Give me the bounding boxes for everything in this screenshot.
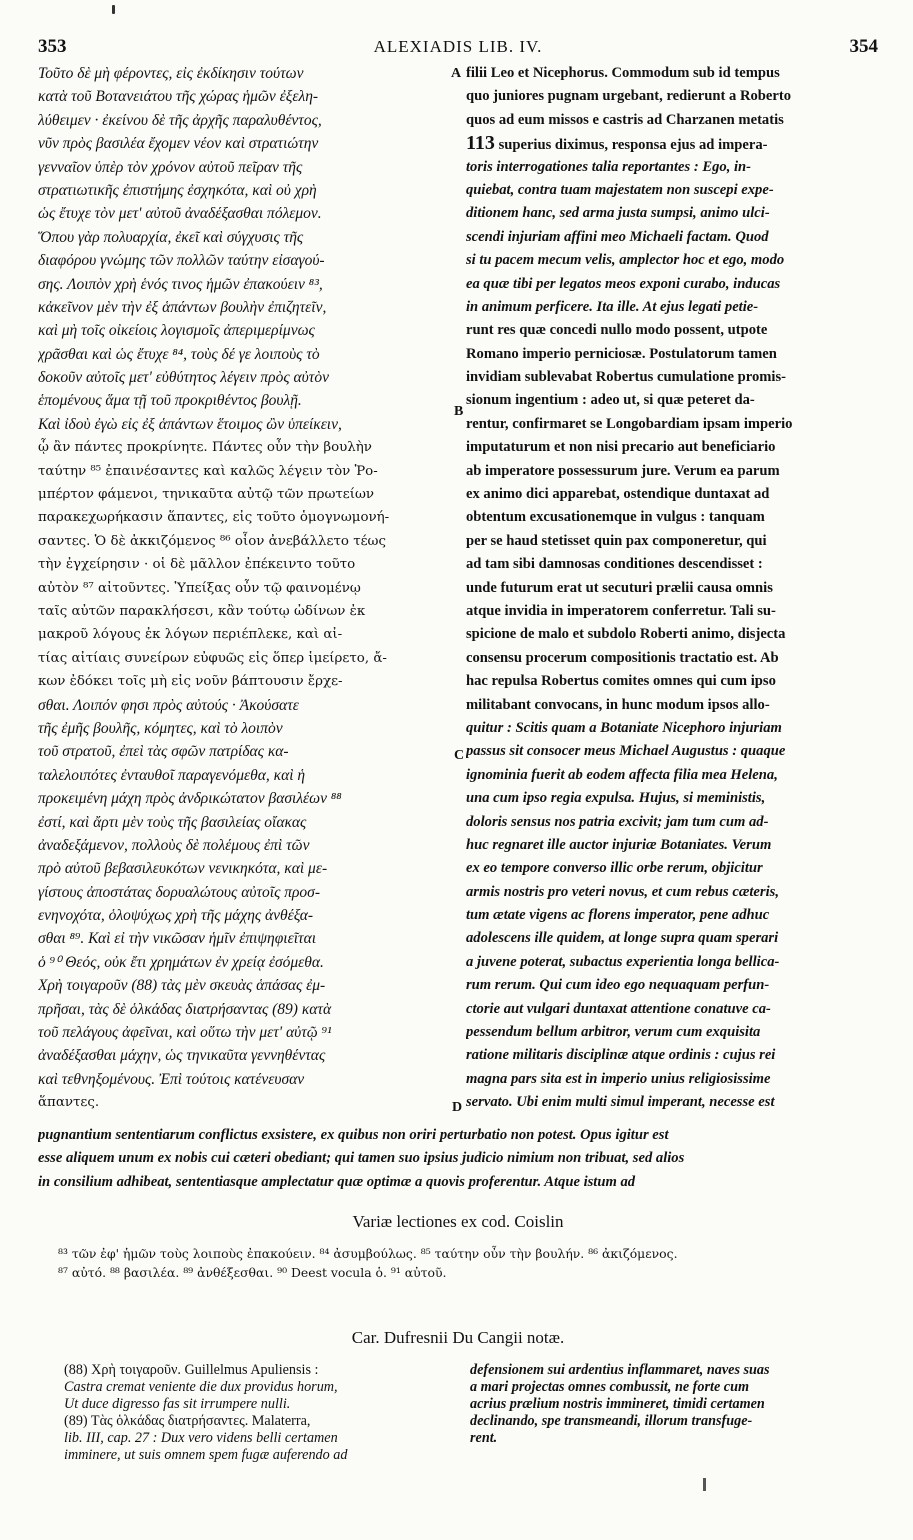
latin-text-line: consensu procerum compositionis tractatio est. Ab xyxy=(466,649,779,666)
greek-text-line: τίας αἰτίαις συνείρων εὐφυῶς εἰς ὅπερ ἱμείρετο, ἄ- xyxy=(38,650,387,666)
latin-text-line: in animum perficere. Ita ille. At ejus legati petie- xyxy=(466,298,759,315)
greek-text-line: ταλελοιπότες ἐνταυθοῖ παραγενόμεθα, καὶ ἡ xyxy=(38,766,306,784)
greek-text-line: λύθειμεν · ἐκείνου δὲ τῆς ἀρχῆς παραλυθέντος, xyxy=(38,111,322,129)
latin-text-column xyxy=(466,62,878,1115)
latin-text-line: spicione de malo et subdolo Roberti animo, disjecta xyxy=(466,626,786,643)
latin-text-line: ratione militaris disciplinæ atque ordinis : cujus rei xyxy=(466,1047,776,1064)
greek-text-line: ἅπαντες. xyxy=(38,1095,100,1111)
latin-text-line: invidiam sublevabat Robertus cumulatione promis- xyxy=(466,369,787,386)
running-title: ALEXIADIS LIB. IV. xyxy=(373,37,543,56)
latin-text-line: filii Leo et Nicephorus. Commodum sub id tempus xyxy=(466,65,780,81)
latin-text-line: atque invidia in imperatorem conferretur. Tali su- xyxy=(466,602,776,619)
latin-text-line: obtentum excusationemque in vulgus : tanquam xyxy=(466,509,765,526)
latin-text-line xyxy=(466,132,878,155)
latin-text-line: adolescens ille quidem, at longe supra quam sperari xyxy=(466,930,779,947)
greek-text-line: ὡς ἔτυχε τὸν μετ' αὐτοῦ ἀναδέξασθαι πόλεμον. xyxy=(38,205,322,223)
greek-text-line: ὁ ⁹⁰ Θεός, οὐκ ἔτι χρημάτων ἐν χρείᾳ ἐσόμεθα. xyxy=(38,953,324,971)
variae-title: Variæ lectiones ex cod. Coislin xyxy=(352,1212,564,1231)
greek-text-line: πρὸ αὐτοῦ βεβασιλευκότων νενικηκότα, καὶ με- xyxy=(38,860,328,878)
latin-text-line: runt res quæ concedi nullo modo possent, utpote xyxy=(466,322,768,339)
latin-text-line: militabant convocans, in hunc modum ipsos allo- xyxy=(466,696,770,713)
note-line: Castra cremat veniente die dux providus horum, xyxy=(64,1379,338,1395)
note-line: (88) Χρὴ τοιγαροῦν. Guillelmus Apuliensis : xyxy=(64,1362,319,1378)
greek-text-line: γενναῖον ὑπὲρ τὸν χρόνον αὐτοῦ πεῖραν τῆς xyxy=(38,158,303,176)
greek-text-line: κων ἐδόκει τοῖς μὴ εἰς νοῦν βάπτουσιν ἔρχε- xyxy=(38,674,343,690)
greek-text-column xyxy=(38,62,458,1115)
section-marker-d: D xyxy=(452,1100,463,1115)
latin-text-line: ignominia fuerit ab eodem affecta filia mea Helena, xyxy=(466,766,778,783)
greek-text-line: ἐστί, καὶ ἄρτι μὲν τοὺς τῆς βασιλείας οἴακας xyxy=(38,813,307,831)
greek-text-line: πρῆσαι, τὰς δὲ ὁλκάδας διατρήσαντας (89) κατὰ xyxy=(38,1000,332,1018)
latin-text-line: ex eo tempore converso illic orbe rerum, objicitur xyxy=(466,860,763,877)
latin-text-line: sionum ingentium : adeo ut, si quæ peteret da- xyxy=(466,392,755,409)
latin-text-line: ab imperatore possessurum jure. Verum ea parum xyxy=(466,462,780,479)
latin-text-line: ctorie aut vulgari duntaxat attentione conatuve ca- xyxy=(466,1000,771,1017)
latin-text-line: toris interrogationes talia reportantes : Ego, in- xyxy=(466,158,752,175)
greek-text-line: τοῦ πελάγους ἀφεῖναι, καὶ οὕτω τὴν μετ' αὐτῷ ⁹¹ xyxy=(38,1024,332,1042)
greek-text-line: ἑπομένους ἅμα τῇ τοῦ προκριθέντος βουλῇ. xyxy=(38,392,302,410)
section-marker-b: B xyxy=(454,404,464,419)
greek-text-line: τῆς ἐμῆς βουλῆς, κόμητες, καὶ τὸ λοιπὸν xyxy=(38,719,283,737)
greek-text-line: καὶ μὴ τοῖς οἰκείοις λογισμοῖς ἀπεριμερίμνως xyxy=(38,322,315,340)
latin-text-line: tum ætate vigens ac florens imperator, pene adhuc xyxy=(466,907,770,924)
greek-text-line: τοῦ στρατοῦ, ἐπεὶ τὰς σφῶν πατρίδας κα- xyxy=(38,743,289,761)
section-number-badge: 113 xyxy=(466,132,495,155)
note-line: rent. xyxy=(470,1430,498,1446)
right-page-number: 354 xyxy=(849,36,878,57)
greek-text-line: γίστους ἀποστάτας δορυαλώτους αὐτοῖς προσ- xyxy=(38,883,320,901)
latin-text-line: una cum ipso regia expulsa. Hujus, si meministis, xyxy=(466,790,766,807)
greek-text-line: διαφόρου γνώμης τῶν πολλῶν ταύτην εἰσαγού- xyxy=(38,252,325,270)
latin-text-line: servato. Ubi enim multi simul imperant, necesse est xyxy=(466,1094,775,1111)
full-width-text xyxy=(38,1124,878,1194)
greek-text-line: Καὶ ἰδοὺ ἐγὼ εἰς ἐξ ἁπάντων ἕτοιμος ὢν ὑπείκειν, xyxy=(38,415,342,433)
note-line: (89) Τὰς ὁλκάδας διατρήσαντες. Malaterra, xyxy=(64,1413,311,1429)
latin-text-line: huc regnaret ille auctor injuriæ Botaniates. Verum xyxy=(466,836,772,853)
greek-text-line: προκειμένη μάχη πρὸς ἀνδρικώτατον βασιλέων ⁸⁸ xyxy=(38,790,342,808)
note-line: defensionem sui ardentius inflammaret, naves suas xyxy=(470,1362,770,1378)
latin-text-line: ea quæ tibi per legatos meos exponi curabo, inducas xyxy=(466,275,781,292)
greek-text-line: καὶ τεθνηξομένους. Ἐπὶ τούτοις κατένευσαν xyxy=(38,1070,305,1088)
variant-reading-line: ⁸⁷ αὐτό. ⁸⁸ βασιλέα. ⁸⁹ ἀνθέξεσθαι. ⁹⁰ Deest vocula ὁ. ⁹¹ αὐτοῦ. xyxy=(58,1265,447,1280)
latin-text-line: pessendum bellum arbitror, verum cum exquisita xyxy=(466,1024,761,1041)
greek-text-line: Τοῦτο δὲ μὴ φέροντες, εἰς ἐκδίκησιν τούτων xyxy=(38,65,304,82)
greek-text-line: δοκοῦν αὐτοῖς μετ' εὐθύτητος λέγειν πρὸς αὐτὸν xyxy=(38,369,329,387)
latin-text-fragment: superius diximus, responsa ejus ad impera- xyxy=(498,137,768,154)
variae-lectiones xyxy=(58,1244,878,1282)
greek-text-line: σης. Λοιπὸν χρὴ ἑνός τινος ἡμῶν ἐπακούειν ⁸³, xyxy=(38,275,323,293)
latin-text-line: scendi injuriam affini meo Michaeli factam. Quod xyxy=(466,228,769,245)
section-marker-c: C xyxy=(454,748,465,763)
latin-text-line: armis nostris pro veteri novus, et cum rebus cæteris, xyxy=(466,883,779,900)
running-header xyxy=(38,36,878,62)
greek-text-line: μακροῦ λόγους ἐκ λόγων περιέπλεκε, καὶ αἰ- xyxy=(38,627,343,643)
greek-text-line: ταύτην ⁸⁵ ἐπαινέσαντες καὶ καλῶς λέγειν τὸν Ῥο- xyxy=(38,463,378,479)
text-line: esse aliquem unum ex nobis cui cæteri obediant; qui tamen suo ipsius judicio nimium non tribuat, sed alios xyxy=(38,1150,685,1167)
latin-text-line: quo juniores pugnam urgebant, redierunt a Roberto xyxy=(466,88,792,105)
note-line: lib. III, cap. 27 : Dux vero videns belli certamen xyxy=(64,1430,338,1446)
greek-text-line: ἀναδέξασθαι μάχην, ὡς τηνικαῦτα γεννηθέντας xyxy=(38,1047,326,1065)
latin-text-line: per se haud stetisset quin pax componeretur, qui xyxy=(466,532,767,549)
latin-text-line: quos ad eum missos e castris ad Charzanen metatis xyxy=(466,111,784,128)
note-line: imminere, ut suis omnem spem fugæ auferendo ad xyxy=(64,1447,348,1463)
greek-text-line: στρατιωτικῆς ἐπιστήμης ἐσχηκότα, καὶ οὐ χρὴ xyxy=(38,181,317,199)
latin-text-line: si tu pacem mecum velis, amplector hoc et ego, modo xyxy=(466,252,785,269)
greek-text-line: αὐτὸν ⁸⁷ αἰτοῦντες. Ὑπείξας οὖν τῷ φαινομένῳ xyxy=(38,580,361,596)
greek-text-line: ἀναδεξάμενον, πολλοὺς δὲ πολέμους ἐπὶ τῶν xyxy=(38,836,310,854)
greek-text-line: ταῖς αὐτῶν παρακλήσεσι, κἂν τούτῳ ὠδίνων ἐκ xyxy=(38,603,366,619)
greek-text-line: χρᾶσθαι καὶ ὡς ἔτυχε ⁸⁴, τοὺς δέ γε λοιποὺς τὸ xyxy=(38,345,320,363)
left-page-number: 353 xyxy=(38,36,67,57)
latin-text-line: quiebat, contra tuam majestatem non suscepi expe- xyxy=(466,181,774,198)
variant-reading-line: ⁸³ τῶν ἐφ' ἡμῶν τοὺς λοιποὺς ἐπακούειν. ⁸⁴ ἀσυμβούλως. ⁸⁵ ταύτην οὖν τὴν βουλήν. ⁸⁶ ἀκιζόμενος. xyxy=(58,1246,678,1261)
greek-text-line: Ὅπου γὰρ πολυαρχία, ἐκεῖ καὶ σύγχυσις τῆς xyxy=(38,228,304,246)
note-line: acrius prælium nostris immineret, timidi certamen xyxy=(470,1396,765,1412)
greek-text-line: ᾧ ἂν πάντες προκρίνητε. Πάντες οὖν τὴν βουλὴν xyxy=(38,440,372,456)
note-line: a mari projectas omnes combussit, ne forte cum xyxy=(470,1379,750,1395)
latin-text-line: quitur : Scitis quam a Botaniate Nicephoro injuriam xyxy=(466,719,782,736)
latin-text-line: ex animo dici apparebat, ostendique duntaxat ad xyxy=(466,486,770,503)
latin-text-line: ad tam sibi damnosas conditiones descendisset : xyxy=(466,556,763,573)
notes-right-column xyxy=(470,1362,878,1447)
ink-mark xyxy=(703,1478,706,1491)
notes-left-column xyxy=(64,1362,454,1464)
greek-text-line: κἀκεῖνον μὲν τὴν ἐξ ἁπάντων βουλὴν ἐπιζητεῖν, xyxy=(38,298,327,316)
latin-text-line: rentur, confirmaret se Longobardiam ipsam imperio xyxy=(466,415,793,432)
notae-title: Car. Dufresnii Du Cangii notæ. xyxy=(351,1328,565,1347)
greek-text-line: σαντες. Ὁ δὲ ἀκκιζόμενος ⁸⁶ οἷον ἀνεβάλλετο τέως xyxy=(38,533,386,549)
greek-text-line: κατὰ τοῦ Βοτανειάτου τῆς χώρας ἡμῶν ἐξελη- xyxy=(38,88,319,106)
latin-text-line: doloris sensus nos patria excivit; jam tum cum ad- xyxy=(466,813,769,830)
latin-text-line: imputaturum et non nisi precario aut beneficiario xyxy=(466,439,776,456)
greek-text-line: σθαι ⁸⁹. Καὶ εἰ τὴν νικῶσαν ἡμῖν ἐπιψηφιεῖται xyxy=(38,930,317,948)
latin-text-line: passus sit consocer meus Michael Augustus : quaque xyxy=(466,743,786,760)
latin-text-line: rum rerum. Qui cum ideo ego nequaquam perfun- xyxy=(466,977,770,994)
greek-text-line: μπέρτον φάμενοι, τηνικαῦτα αὐτῷ τῶν πρωτείων xyxy=(38,487,375,503)
note-line: declinando, spe transmeandi, illorum transfuge- xyxy=(470,1413,753,1429)
latin-text-line: magna pars sita est in imperio unius religiosissime xyxy=(466,1070,771,1087)
greek-text-line: παρακεχωρήκασιν ἅπαντες, εἰς τοῦτο ὁμογνωμονή- xyxy=(38,510,390,526)
text-line: pugnantium sententiarum conflictus exsistere, ex quibus non oriri perturbatio non potest. Opus igitur est xyxy=(38,1127,669,1143)
greek-text-line: νῦν πρὸς βασιλέα ἔχομεν νέον καὶ στρατιώτην xyxy=(38,135,319,153)
greek-text-line: τὴν ἐγχείρησιν · οἱ δὲ μᾶλλον ἐπέκειντο τοῦτο xyxy=(38,557,356,573)
note-line: Ut duce digresso fas sit irrumpere nulli. xyxy=(64,1396,291,1412)
latin-text-line: ditionem hanc, sed arma justa sumpsi, animo ulci- xyxy=(466,205,770,222)
latin-text-line: a juvene poterat, subactus experientia longa bellica- xyxy=(466,953,780,970)
latin-text-line: Romano imperio perniciosæ. Postulatorum tamen xyxy=(466,345,777,362)
latin-text-line: unde futurum erat ut secuturi prælii causa omnis xyxy=(466,579,773,596)
ink-smudge xyxy=(112,5,115,14)
latin-text-line: hac repulsa Robertus comites omnes qui cum ipso xyxy=(466,673,776,690)
section-marker-a: A xyxy=(451,66,462,81)
greek-text-line: Χρὴ τοιγαροῦν (88) τὰς μὲν σκευὰς ἁπάσας ἐμ- xyxy=(38,977,326,995)
greek-text-line: σθαι. Λοιπόν φησι πρὸς αὐτούς · Ἀκούσατε xyxy=(38,696,299,714)
greek-text-line: ενηνοχότα, ὁλοψύχως χρὴ τῆς μάχης ἀνθέξα- xyxy=(38,907,314,925)
text-line: in consilium adhibeat, sententiasque amplectatur quæ optimæ a quovis proferentur. Atque istum ad xyxy=(38,1173,636,1190)
